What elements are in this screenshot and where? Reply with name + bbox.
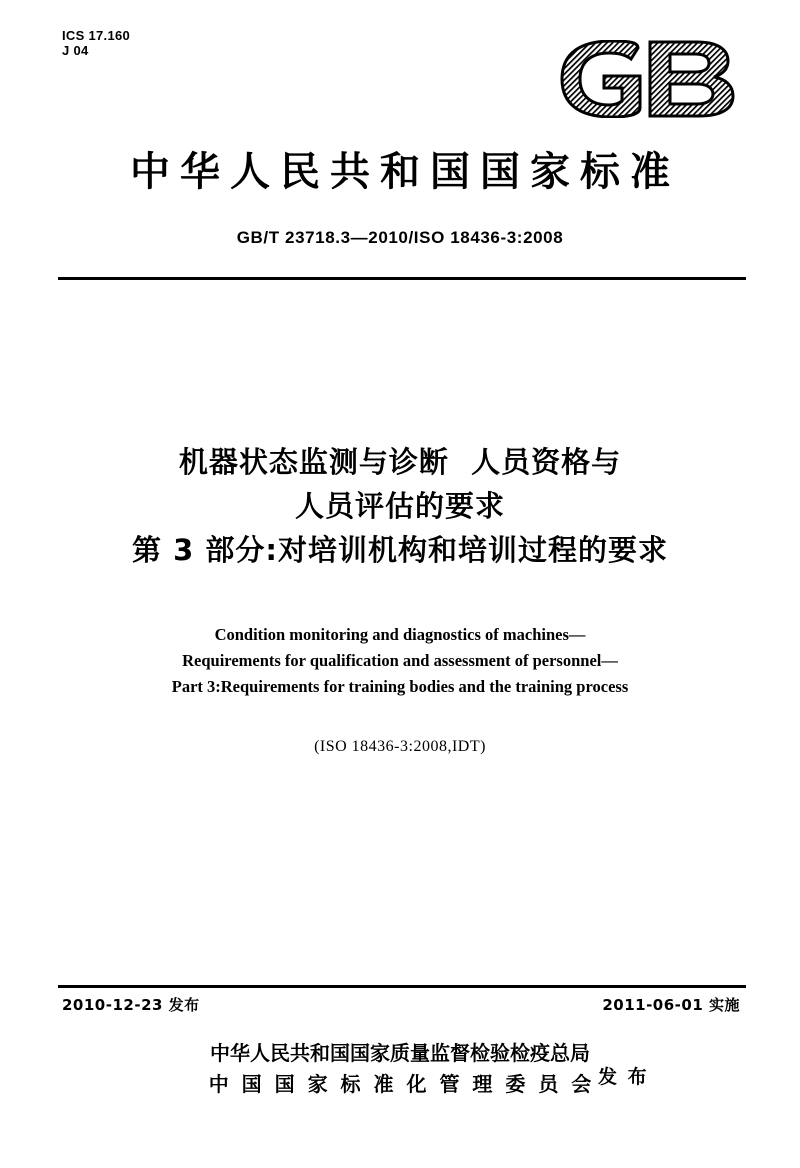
title-en-line-2: Requirements for qualification and assessment of personnel—	[182, 651, 618, 670]
classification-code: J 04	[62, 43, 89, 58]
gb-logo-icon	[552, 40, 742, 118]
publish-label: 发 布	[598, 1066, 649, 1088]
issue-date: 2010-12-23 发布	[62, 996, 200, 1014]
national-standard-heading: 中华人民共和国国家标准	[130, 149, 680, 195]
title-cn-line-1: 机器状态监测与诊断 人员资格与	[178, 445, 622, 479]
divider-top	[58, 277, 746, 280]
publisher-block	[0, 1038, 800, 1100]
title-en-line-1: Condition monitoring and diagnostics of machines—	[214, 625, 586, 644]
equivalence-note: (ISO 18436-3:2008,IDT)	[314, 738, 486, 755]
document-title-en	[0, 622, 800, 700]
document-title-cn	[0, 440, 800, 572]
implementation-date: 2011-06-01 实施	[602, 996, 740, 1014]
ics-block	[62, 28, 130, 58]
title-cn-line-2: 人员评估的要求	[294, 489, 505, 523]
standard-number: GB/T 23718.3—2010/ISO 18436-3:2008	[236, 228, 564, 247]
ics-code: ICS 17.160	[62, 28, 131, 43]
divider-bottom	[58, 985, 746, 988]
title-cn-line-3: 第 3 部分:对培训机构和培训过程的要求	[132, 533, 668, 567]
publisher-line-1: 中华人民共和国国家质量监督检验检疫总局	[210, 1041, 590, 1065]
title-en-line-3: Part 3:Requirements for training bodies and the training process	[171, 677, 629, 696]
publisher-line-2: 中 国 国 家 标 准 化 管 理 委 员 会	[208, 1072, 595, 1096]
